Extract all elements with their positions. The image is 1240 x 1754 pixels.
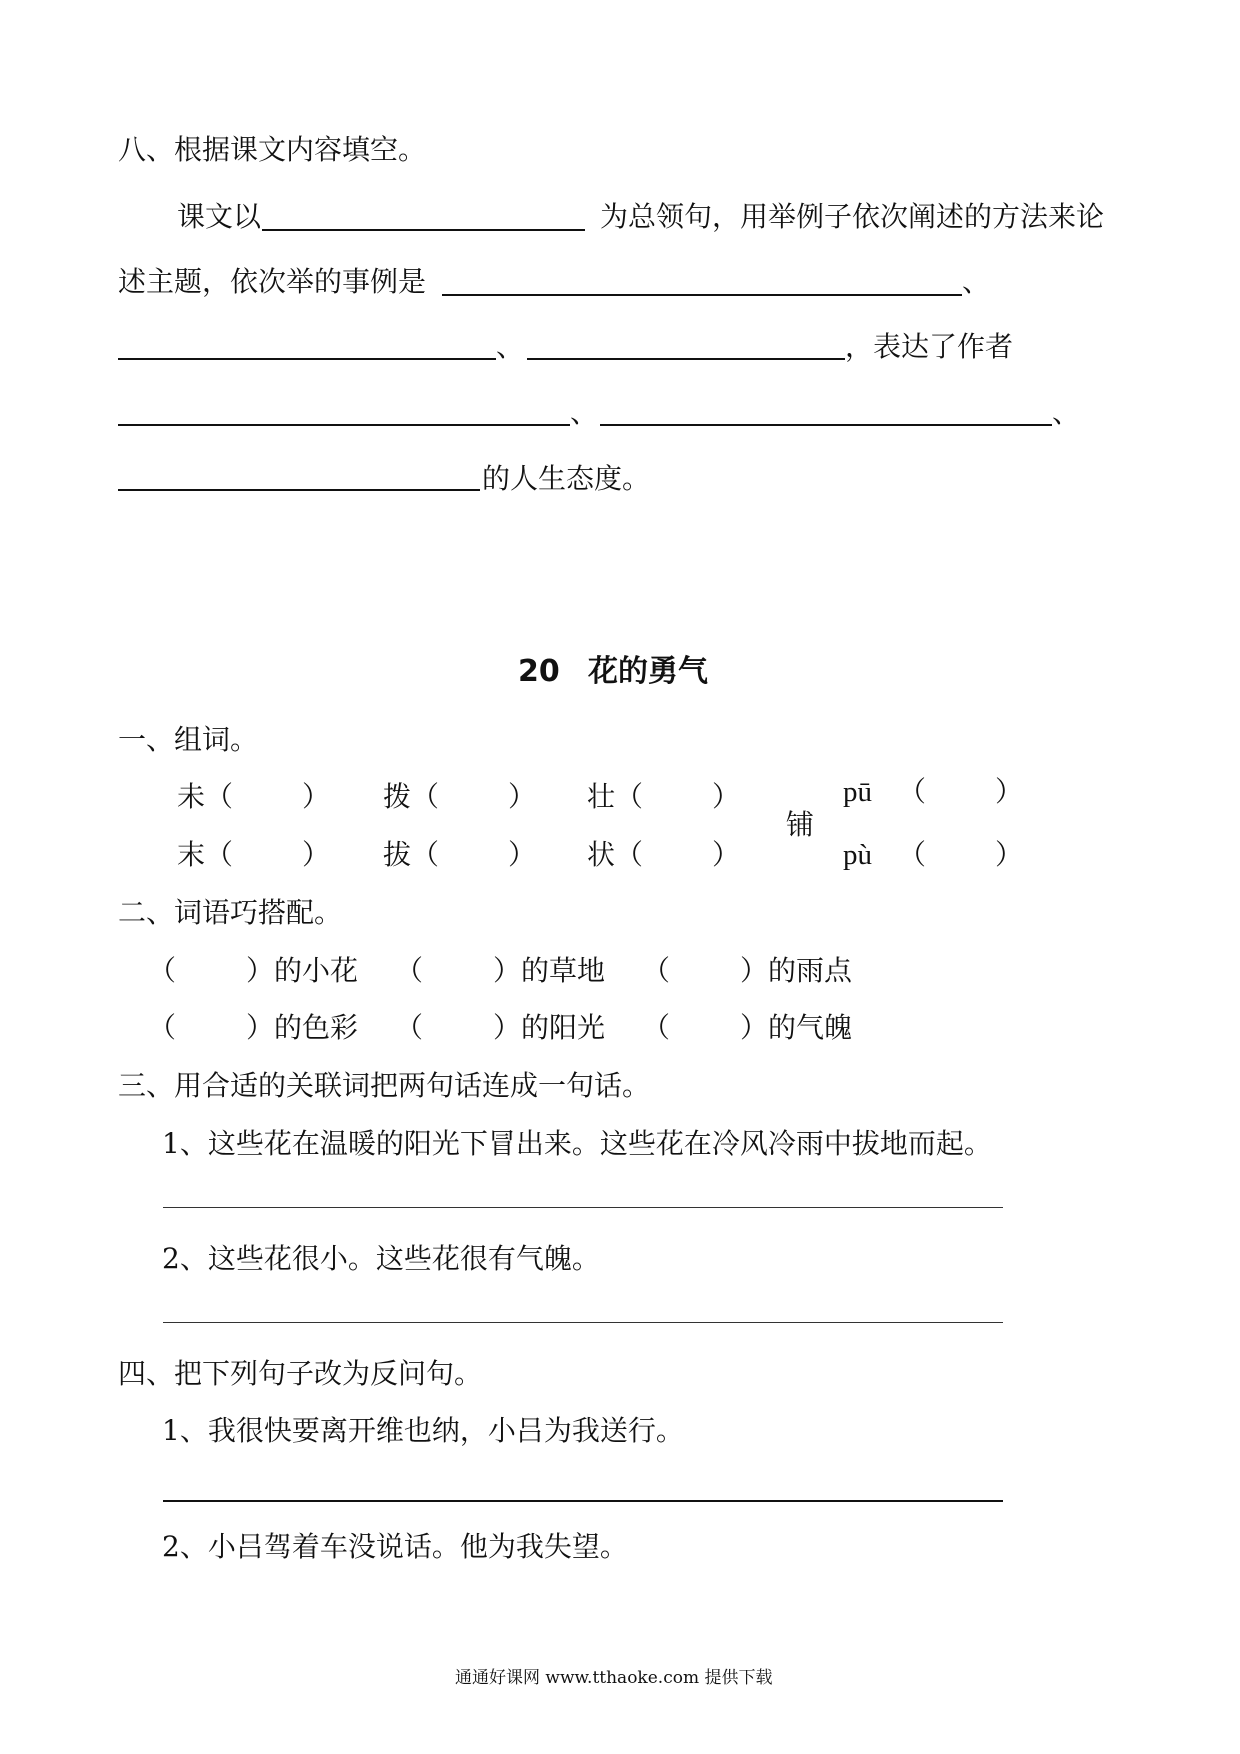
- q2-phrase: ）的气魄: [740, 1011, 853, 1044]
- q1-word: 未（: [177, 780, 234, 813]
- section8-line5-end: 的人生态度。: [482, 462, 651, 495]
- q1-close-paren: ）: [712, 838, 741, 871]
- fill-blank[interactable]: [527, 358, 845, 360]
- q4-item-1: 1、我很快要离开维也纳，小吕为我送行。: [162, 1414, 684, 1447]
- q1-close-paren: ）: [508, 838, 537, 871]
- q1-close-paren: ）: [508, 780, 537, 813]
- q3-item-2: 2、这些花很小。这些花很有气魄。: [162, 1242, 600, 1275]
- section8-line1-start: 课文以: [177, 200, 262, 233]
- separator: 、: [496, 330, 525, 363]
- answer-line[interactable]: [163, 1322, 1003, 1323]
- q2-phrase: ）的雨点: [740, 954, 853, 987]
- fill-blank[interactable]: [442, 294, 962, 296]
- q2-open-paren: （: [148, 954, 177, 987]
- separator: 、: [570, 396, 599, 429]
- q3-heading: 三、用合适的关联词把两句话连成一句话。: [118, 1069, 651, 1102]
- fill-blank[interactable]: [118, 489, 480, 491]
- q4-item-2: 2、小吕驾着车没说话。他为我失望。: [162, 1530, 628, 1563]
- fill-blank[interactable]: [600, 424, 1052, 426]
- q4-heading: 四、把下列句子改为反问句。: [118, 1357, 483, 1390]
- pinyin-2: pù: [843, 839, 872, 871]
- q2-open-paren: （: [395, 1011, 424, 1044]
- q1-close-paren: ）: [995, 775, 1024, 808]
- q2-phrase: ）的色彩: [246, 1011, 359, 1044]
- pinyin-1: pū: [843, 776, 872, 808]
- fill-blank[interactable]: [262, 229, 585, 231]
- q2-open-paren: （: [148, 1011, 177, 1044]
- lesson-number: 20: [518, 654, 560, 689]
- separator: 、: [962, 265, 991, 298]
- section8-line2-start: 述主题，依次举的事例是: [118, 265, 427, 298]
- q1-heading: 一、组词。: [118, 723, 259, 756]
- q2-phrase: ）的草地: [493, 954, 606, 987]
- section8-line1-end: 为总领句，用举例子依次阐述的方法来论: [600, 200, 1105, 233]
- fill-blank[interactable]: [118, 358, 496, 360]
- q1-close-paren: ）: [302, 838, 331, 871]
- q1-open-paren: （: [898, 775, 927, 808]
- footer-text: 通通好课网 www.tthaoke.com 提供下载: [455, 1668, 773, 1688]
- q1-open-paren: （: [898, 838, 927, 871]
- q3-item-1: 1、这些花在温暖的阳光下冒出来。这些花在冷风冷雨中拔地而起。: [162, 1127, 992, 1160]
- polyphone-char: 铺: [786, 808, 815, 841]
- section8-heading: 八、根据课文内容填空。: [118, 133, 427, 166]
- q1-word: 壮（: [587, 780, 644, 813]
- q2-phrase: ）的阳光: [493, 1011, 606, 1044]
- q1-word: 状（: [587, 838, 644, 871]
- q2-open-paren: （: [642, 1011, 671, 1044]
- q2-phrase: ）的小花: [246, 954, 359, 987]
- fill-blank[interactable]: [118, 424, 570, 426]
- separator: 、: [1052, 396, 1081, 429]
- q1-word: 末（: [177, 838, 234, 871]
- q1-close-paren: ）: [302, 780, 331, 813]
- q1-word: 拨（: [383, 780, 440, 813]
- section8-line3-end: ，表达了作者: [845, 330, 1014, 363]
- answer-line[interactable]: [163, 1500, 1003, 1502]
- q1-word: 拔（: [383, 838, 440, 871]
- q1-close-paren: ）: [995, 838, 1024, 871]
- lesson-title: 花的勇气: [588, 654, 708, 689]
- answer-line[interactable]: [163, 1207, 1003, 1208]
- q1-close-paren: ）: [712, 780, 741, 813]
- q2-open-paren: （: [642, 954, 671, 987]
- q2-open-paren: （: [395, 954, 424, 987]
- q2-heading: 二、词语巧搭配。: [118, 896, 343, 929]
